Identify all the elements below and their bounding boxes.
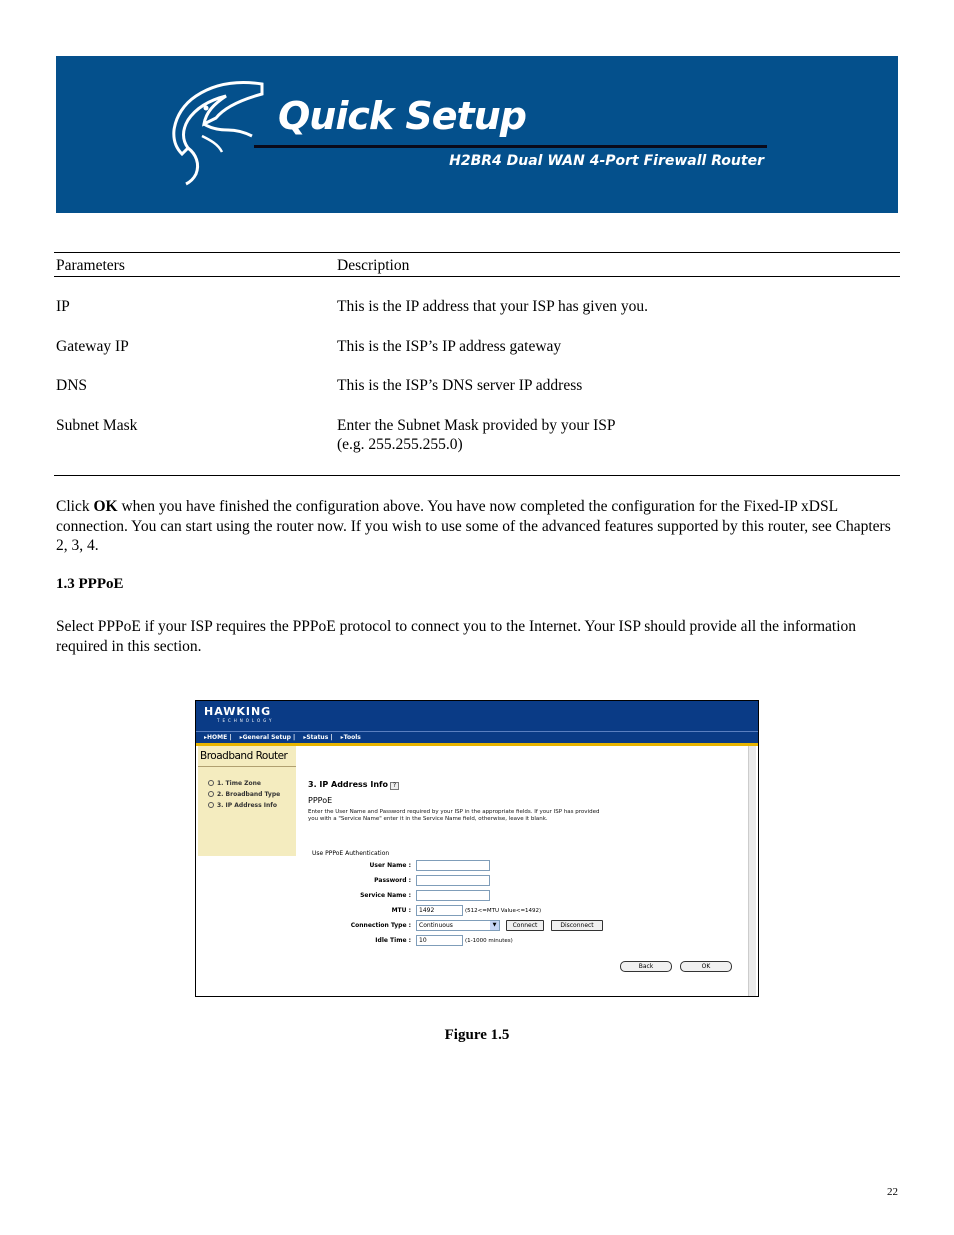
- nav-tools[interactable]: ▸Tools: [340, 734, 361, 741]
- user-name-label: User Name :: [369, 862, 411, 869]
- help-icon[interactable]: ?: [390, 782, 399, 790]
- hawking-logo: [204, 705, 275, 723]
- banner-rule: [254, 145, 767, 148]
- panel-title: 3. IP Address Info ?: [308, 780, 399, 790]
- router-screenshot: [195, 700, 759, 997]
- paragraph-pppoe-intro: Select PPPoE if your ISP requires the PPPoE protocol to connect you to the Internet. Your ISP should provide all the information required in this section.: [56, 618, 857, 655]
- paragraph-ok-instructions: [56, 497, 901, 556]
- table-row-desc: This is the IP address that your ISP has given you.: [337, 298, 648, 315]
- router-header: [196, 701, 758, 731]
- table-bottom-rule: [54, 475, 900, 476]
- para1-bold-ok: OK: [93, 498, 118, 515]
- logo-text: HAWKING: [204, 705, 272, 718]
- table-row-param: IP: [56, 298, 70, 315]
- scrollbar[interactable]: [748, 746, 756, 996]
- ok-button[interactable]: OK: [680, 961, 732, 972]
- step-time-zone[interactable]: 1. Time Zone: [208, 780, 261, 787]
- password-label: Password :: [374, 877, 411, 884]
- mtu-note: (512<=MTU Value<=1492): [465, 908, 542, 914]
- para1-text: Click: [56, 498, 94, 515]
- table-header-description: Description: [337, 257, 410, 274]
- page-number: 22: [887, 1186, 898, 1198]
- banner-subtitle: H2BR4 Dual WAN 4-Port Firewall Router: [449, 153, 764, 169]
- radio-icon: [208, 791, 214, 797]
- table-row-desc: This is the ISP’s IP address gateway: [337, 338, 562, 355]
- idle-time-input[interactable]: 10: [416, 935, 463, 946]
- banner-title: Quick Setup: [278, 94, 526, 138]
- table-row-param: Gateway IP: [56, 338, 129, 355]
- table-row-param: Subnet Mask: [56, 417, 138, 434]
- nav-status[interactable]: ▸Status |: [303, 734, 333, 741]
- mtu-label: MTU :: [391, 907, 411, 914]
- nav-general-setup[interactable]: ▸General Setup |: [239, 734, 296, 741]
- password-input[interactable]: [416, 875, 490, 886]
- service-name-label: Service Name :: [360, 892, 411, 899]
- idle-time-label: Idle Time :: [375, 937, 411, 944]
- section-heading: 1.3 PPPoE: [56, 576, 124, 592]
- disconnect-button[interactable]: Disconnect: [551, 920, 603, 931]
- sidebar-brand: Broadband Router: [200, 750, 288, 762]
- router-nav: [196, 731, 758, 743]
- setup-steps-sidebar: [198, 746, 296, 856]
- user-name-input[interactable]: [416, 860, 490, 871]
- auth-label: Use PPPoE Authentication: [312, 850, 390, 857]
- table-header-rule: [54, 276, 900, 277]
- logo-subtext: TECHNOLOGY: [217, 718, 275, 723]
- sidebar-divider: [198, 766, 296, 767]
- connection-type-label: Connection Type :: [350, 922, 411, 929]
- panel-subtitle: PPPoE: [308, 796, 333, 805]
- hawk-logo-icon: [166, 74, 278, 189]
- connection-type-value: Continuous: [419, 922, 453, 929]
- table-row-desc-continued: (e.g. 255.255.255.0): [337, 436, 463, 453]
- figure-caption: Figure 1.5: [444, 1027, 510, 1043]
- router-main-panel: [296, 746, 748, 996]
- nav-home[interactable]: ▸HOME |: [204, 734, 232, 741]
- connection-type-select[interactable]: [416, 920, 500, 931]
- step-ip-address-info[interactable]: 3. IP Address Info: [208, 802, 277, 809]
- mtu-input[interactable]: 1492: [416, 905, 463, 916]
- para1-text-rest: when you have finished the configuration above. You have now completed the configuration for the Fixed-IP xDSL connection. You can start using the router now. If you wish to use some of the advanced features supported by this router, see Chapters 2, 3, 4.: [56, 498, 891, 554]
- table-row-desc: Enter the Subnet Mask provided by your ISP: [337, 417, 616, 434]
- idle-time-note: (1-1000 minutes): [465, 938, 513, 944]
- panel-description: Enter the User Name and Password required by your ISP in the appropriate fields. If your ISP has provided you with a "Service Name" enter it in the Service Name field, otherwise, leave it blank.: [308, 809, 600, 822]
- table-header-parameters: Parameters: [56, 257, 125, 274]
- chevron-down-icon: ▼: [490, 921, 499, 930]
- table-row-param: DNS: [56, 377, 88, 394]
- table-row-desc: This is the ISP’s DNS server IP address: [337, 377, 583, 394]
- table-top-rule: [54, 252, 900, 253]
- quick-setup-banner: [56, 56, 898, 213]
- service-name-input[interactable]: [416, 890, 490, 901]
- back-button[interactable]: Back: [620, 961, 672, 972]
- radio-icon: [208, 802, 214, 808]
- radio-icon: [208, 780, 214, 786]
- connect-button[interactable]: Connect: [506, 920, 544, 931]
- step-broadband-type[interactable]: 2. Broadband Type: [208, 791, 280, 798]
